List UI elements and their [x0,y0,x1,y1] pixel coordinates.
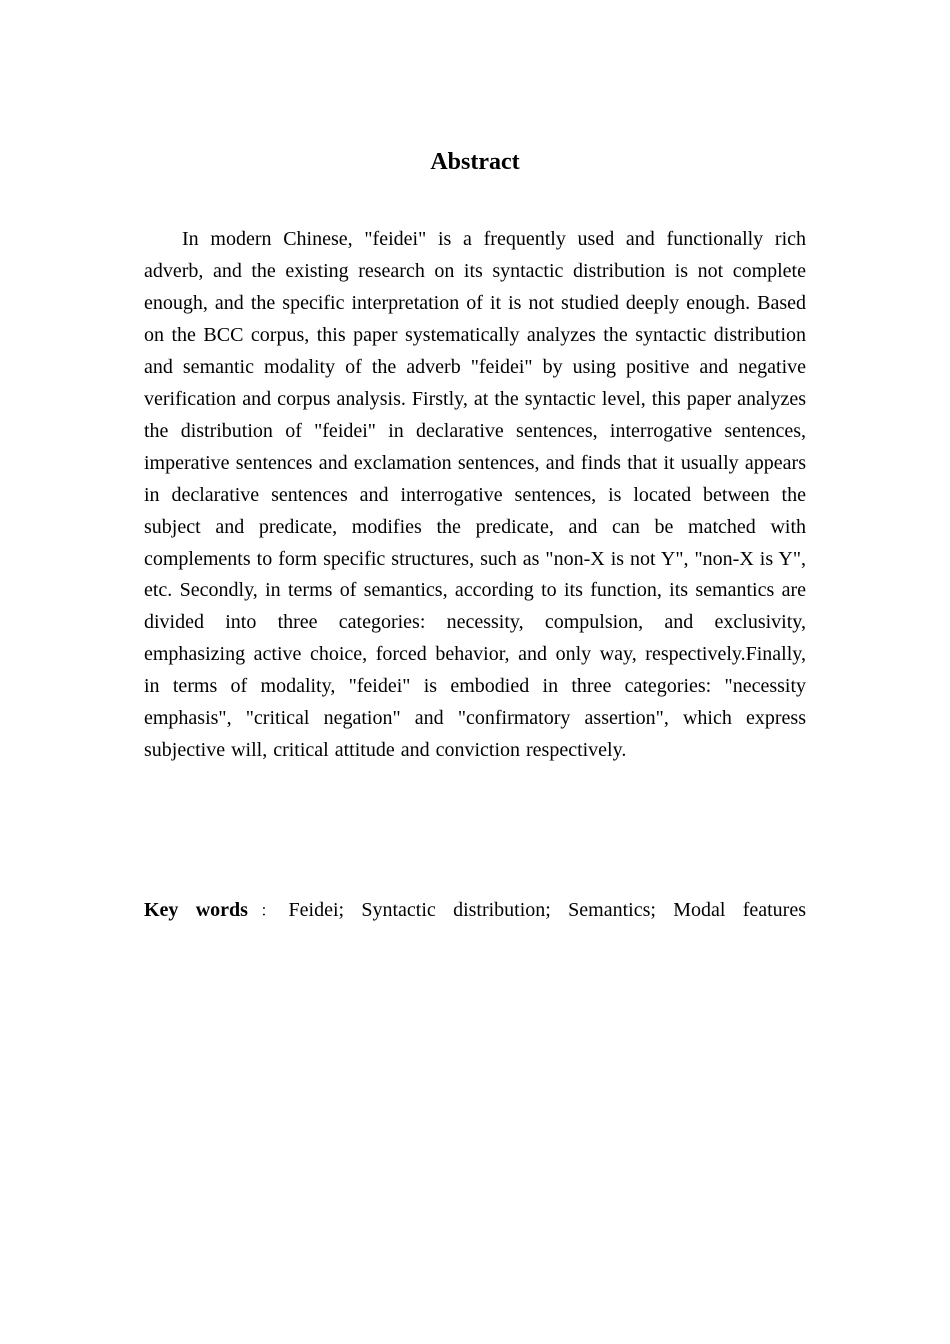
keywords-separator: ： [247,901,289,920]
abstract-title: Abstract [430,149,520,175]
abstract-body: In modern Chinese, "feidei" is a frequently used and functionally rich adverb, and the existing research on its syntactic distribution is not complete enough, and the specific interpretation of it is not studied deeply enough. Based on the BCC corpus, this paper systematically analyzes the syntactic distribution and semantic modality of the adverb "feidei" by using positive and negative verification and corpus analysis. Firstly, at the syntactic level, this paper analyzes the distribution of "feidei" in declarative sentences, interrogative sentences, imperative sentences and exclamation sentences, and finds that it usually appears in declarative sentences and interrogative sentences, is located between the subject and predicate, modifies the predicate, and can be matched with complements to form specific structures, such as "non-X is not Y", "non-X is Y", etc. Secondly, in terms of semantics, according to its function, its semantics are divided into three categories: necessity, compulsion, and exclusivity, emphasizing active choice, forced behavior, and only way, respectively.Finally, in terms of modality, "feidei" is embodied in three categories: "necessity emphasis", "critical negation" and "confirmatory assertion", which express subjective will, critical attitude and conviction respectively. [144,228,806,762]
keywords-label: Key words [144,899,248,921]
keywords-text: Feidei; Syntactic distribution; Semantics; Modal features [288,899,806,921]
keywords-line [144,895,806,927]
